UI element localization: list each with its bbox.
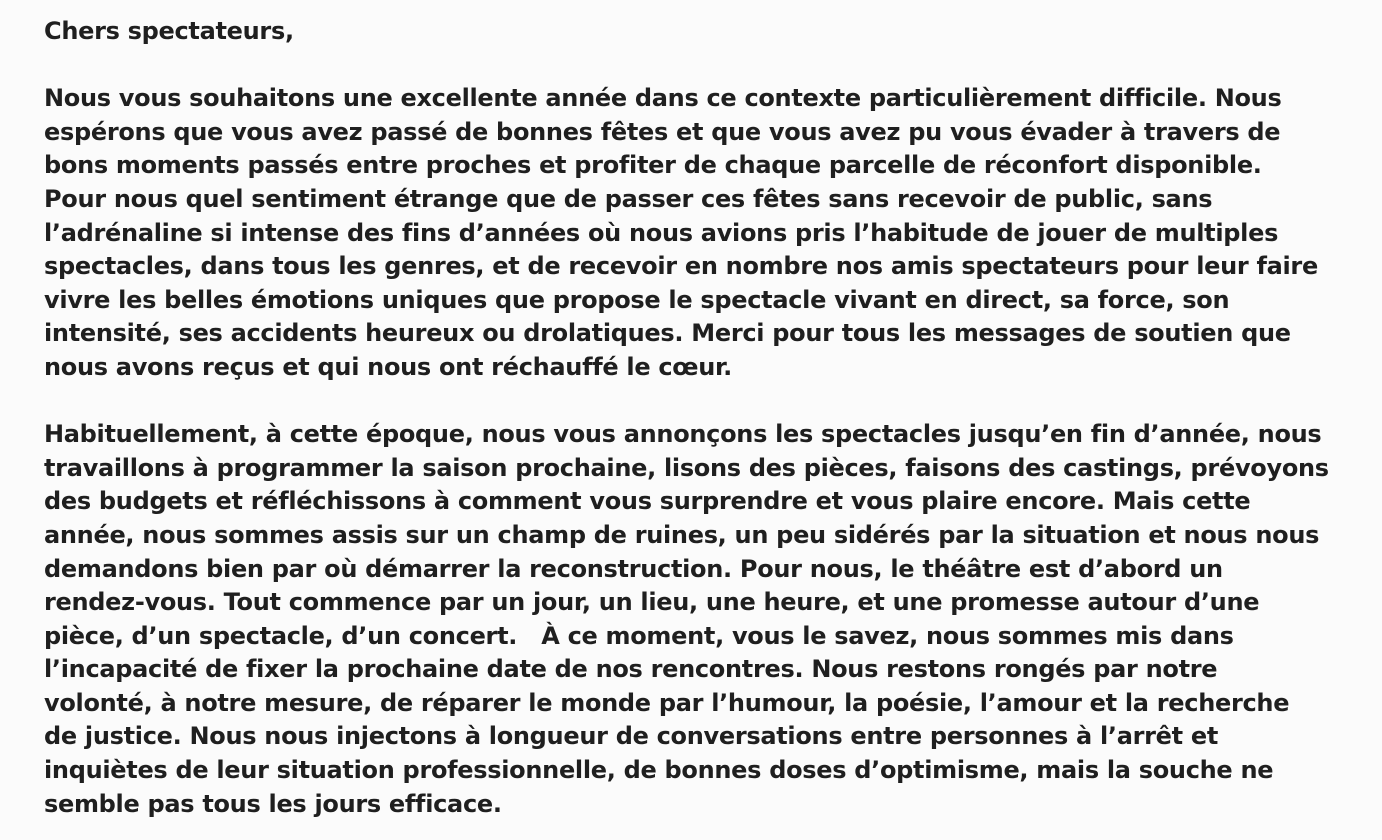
paragraph-1-line: intensité, ses accidents heureux ou drolatiques. Merci pour tous les messages de soutien que (44, 319, 1291, 348)
paragraph-2-line: des budgets et réfléchissons à comment vous surprendre et vous plaire encore. Mais cette (44, 487, 1251, 516)
paragraph-2-line: inquiètes de leur situation professionnelle, de bonnes doses d’optimisme, mais la souche ne (44, 756, 1274, 785)
paragraph-2-line: pièce, d’un spectacle, d’un concert. À ce moment, vous le savez, nous sommes mis dans (44, 621, 1234, 650)
letter-body (44, 15, 1364, 821)
paragraph-2-line: travaillons à programmer la saison prochaine, lisons des pièces, faisons des castings, prévoyons (44, 453, 1329, 482)
paragraph-2-line: année, nous sommes assis sur un champ de ruines, un peu sidérés par la situation et nous nous (44, 520, 1320, 549)
paragraph-1-line: vivre les belles émotions uniques que propose le spectacle vivant en direct, sa force, son (44, 285, 1230, 314)
paragraph-1-line: spectacles, dans tous les genres, et de recevoir en nombre nos amis spectateurs pour leur faire (44, 252, 1318, 281)
paragraph-2-line: semble pas tous les jours efficace. (44, 789, 502, 818)
paragraph-2-line: volonté, à notre mesure, de réparer le monde par l’humour, la poésie, l’amour et la recherche (44, 688, 1290, 717)
greeting: Chers spectateurs, (44, 17, 294, 45)
paragraph-2-line: Habituellement, à cette époque, nous vous annonçons les spectacles jusqu’en fin d’année, nous (44, 420, 1322, 449)
paragraph-2 (44, 418, 1364, 821)
paragraph-2-line: de justice. Nous nous injectons à longueur de conversations entre personnes à l’arrêt et (44, 722, 1219, 751)
paragraph-2-line: l’incapacité de fixer la prochaine date de nos rencontres. Nous restons rongés par notre (44, 655, 1218, 684)
paragraph-2-line: demandons bien par où démarrer la reconstruction. Pour nous, le théâtre est d’abord un (44, 554, 1223, 583)
paragraph-2-line: rendez-vous. Tout commence par un jour, un lieu, une heure, et une promesse autour d’une (44, 588, 1260, 617)
paragraph-1 (44, 82, 1364, 384)
paragraph-1-line: Pour nous quel sentiment étrange que de passer ces fêtes sans recevoir de public, sans (44, 184, 1213, 213)
paragraph-1-line: espérons que vous avez passé de bonnes fêtes et que vous avez pu vous évader à travers de (44, 117, 1281, 146)
paragraph-1-line: nous avons reçus et qui nous ont réchauffé le cœur. (44, 352, 732, 381)
paragraph-1-line: bons moments passés entre proches et profiter de chaque parcelle de réconfort disponible. (44, 151, 1262, 180)
paragraph-1-line: l’adrénaline si intense des fins d’années où nous avions pris l’habitude de jouer de multiples (44, 218, 1279, 247)
paragraph-1-line: Nous vous souhaitons une excellente année dans ce contexte particulièrement difficile. Nous (44, 84, 1282, 113)
